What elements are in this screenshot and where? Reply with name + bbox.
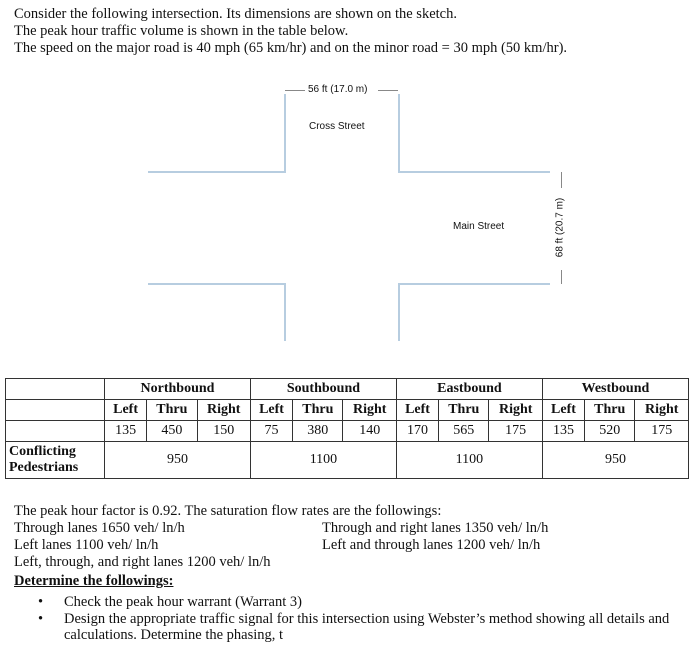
volume-cell: 175: [489, 421, 542, 442]
pedestrian-cell: 1100: [396, 442, 542, 479]
intro-line-2: The peak hour traffic volume is shown in the table below.: [14, 23, 349, 39]
saturation-flow-item: Left lanes 1100 veh/ ln/h: [14, 537, 159, 553]
volume-cell: 150: [197, 421, 250, 442]
saturation-flow-item: Left, through, and right lanes 1200 veh/ ln/h: [14, 554, 271, 570]
movement-header: Left: [396, 400, 438, 421]
height-dimension-label: 68 ft (20.7 m): [554, 197, 566, 258]
empty-cell: [6, 421, 105, 442]
traffic-volume-table: [5, 378, 689, 479]
pedestrian-row: [6, 442, 689, 479]
volume-cell: 380: [293, 421, 343, 442]
saturation-flow-item: Left and through lanes 1200 veh/ ln/h: [322, 537, 541, 553]
main-street-south-curb-west: [148, 283, 286, 285]
pedestrian-cell: 950: [542, 442, 688, 479]
cross-street-west-curb-north: [284, 94, 286, 172]
peak-hour-factor-text: The peak hour factor is 0.92. The saturation flow rates are the followings:: [14, 503, 442, 519]
task-list: [38, 594, 688, 644]
saturation-flow-item: Through lanes 1650 veh/ ln/h: [14, 520, 185, 536]
movement-header: Left: [250, 400, 292, 421]
movement-header: Left: [105, 400, 147, 421]
width-dimension-line-right: [378, 90, 398, 91]
cross-street-west-curb-south: [284, 283, 286, 341]
empty-cell: [6, 379, 105, 400]
movement-header: Thru: [585, 400, 635, 421]
volume-cell: 520: [585, 421, 635, 442]
bullet-icon: •: [38, 610, 44, 627]
intro-line-3: The speed on the major road is 40 mph (65 km/hr) and on the minor road = 30 mph (50 km/hr).: [14, 40, 568, 56]
pedestrian-label: [6, 442, 105, 479]
volume-cell: 135: [105, 421, 147, 442]
volume-cell: 140: [343, 421, 396, 442]
pedestrian-cell: 1100: [250, 442, 396, 479]
height-dimension-line-bottom: [561, 270, 562, 284]
pedestrian-label-line-1: Conflicting: [9, 444, 76, 459]
volume-cell: 170: [396, 421, 438, 442]
volume-cell: 75: [250, 421, 292, 442]
bullet-icon: •: [38, 594, 44, 610]
task-text: Check the peak hour warrant (Warrant 3): [64, 594, 302, 610]
movement-header: Thru: [147, 400, 197, 421]
movement-header: Right: [635, 400, 689, 421]
movement-header: Right: [489, 400, 542, 421]
cross-street-east-curb-north: [398, 94, 400, 172]
width-dimension-label: 56 ft (17.0 m): [308, 84, 368, 95]
main-street-north-curb-west: [148, 171, 286, 173]
volume-cell: 175: [635, 421, 689, 442]
movement-header: Thru: [293, 400, 343, 421]
direction-header-row: [6, 379, 689, 400]
movement-header: Left: [542, 400, 584, 421]
volume-row: [6, 421, 689, 442]
volume-cell: 450: [147, 421, 197, 442]
saturation-flow-item: Through and right lanes 1350 veh/ ln/h: [322, 520, 549, 536]
cross-street-label: Cross Street: [309, 121, 365, 132]
pedestrian-label-line-2: Pedestrians: [9, 460, 79, 475]
volume-cell: 565: [439, 421, 489, 442]
cross-street-east-curb-south: [398, 283, 400, 341]
main-street-label: Main Street: [453, 221, 505, 232]
width-dimension-line-left: [285, 90, 305, 91]
direction-header: Southbound: [250, 379, 396, 400]
volume-cell: 135: [542, 421, 584, 442]
direction-header: Northbound: [105, 379, 251, 400]
main-street-south-curb-east: [398, 283, 550, 285]
main-street-north-curb-east: [398, 171, 550, 173]
empty-cell: [6, 400, 105, 421]
determine-heading: Determine the followings:: [14, 573, 174, 589]
movement-header: Right: [197, 400, 250, 421]
height-dimension-line-top: [561, 172, 562, 188]
direction-header: Westbound: [542, 379, 688, 400]
task-item: [38, 594, 688, 611]
task-item: [38, 611, 688, 644]
pedestrian-cell: 950: [105, 442, 251, 479]
direction-header: Eastbound: [396, 379, 542, 400]
movement-header: Thru: [439, 400, 489, 421]
intro-line-1: Consider the following intersection. Its dimensions are shown on the sketch.: [14, 6, 457, 22]
movement-header-row: [6, 400, 689, 421]
task-text: Design the appropriate traffic signal for this intersection using Webster’s method showing all details and calculations. Determine the phasing, t: [64, 610, 670, 643]
movement-header: Right: [343, 400, 396, 421]
